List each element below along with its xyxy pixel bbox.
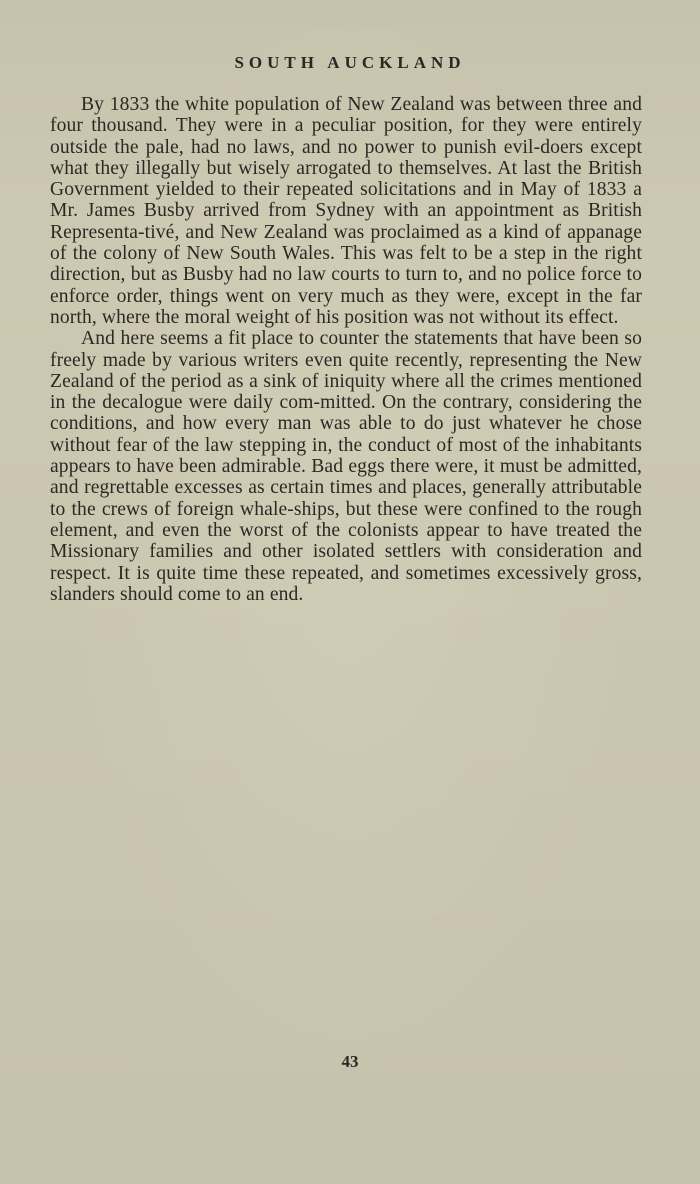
body-text <box>50 94 642 605</box>
running-head: SOUTH AUCKLAND <box>234 53 466 72</box>
page-number: 43 <box>341 1052 359 1071</box>
paragraph-2: And here seems a fit place to counter the statements that have been so freely made by various writers even quite recently, representing the New Zealand of the period as a sink of iniquity where all the crimes mentioned in the decalogue were daily com-mitted. On the contrary, considering the conditions, and how every man was able to do just whatever he chose without fear of the law stepping in, the conduct of most of the inhabitants appears to have been admirable. Bad eggs there were, it must be admitted, and regrettable excesses as certain times and places, generally attributable to the crews of foreign whale-ships, but these were confined to the rough element, and even the worst of the colonists appear to have treated the Missionary families and other isolated settlers with consideration and respect. It is quite time these repeated, and sometimes excessively gross, slanders should come to an end. <box>50 328 642 605</box>
paragraph-1: By 1833 the white population of New Zealand was between three and four thousand. They were in a peculiar position, for they were entirely outside the pale, had no laws, and no power to punish evil-doers except what they illegally but wisely arrogated to themselves. At last the British Government yielded to their repeated solicitations and in May of 1833 a Mr. James Busby arrived from Sydney with an appointment as British Representa-tivé, and New Zealand was proclaimed as a kind of appanage of the colony of New South Wales. This was felt to be a step in the right direction, but as Busby had no law courts to turn to, and no police force to enforce order, things went on very much as they were, except in the far north, where the moral weight of his position was not without its effect. <box>50 94 642 328</box>
